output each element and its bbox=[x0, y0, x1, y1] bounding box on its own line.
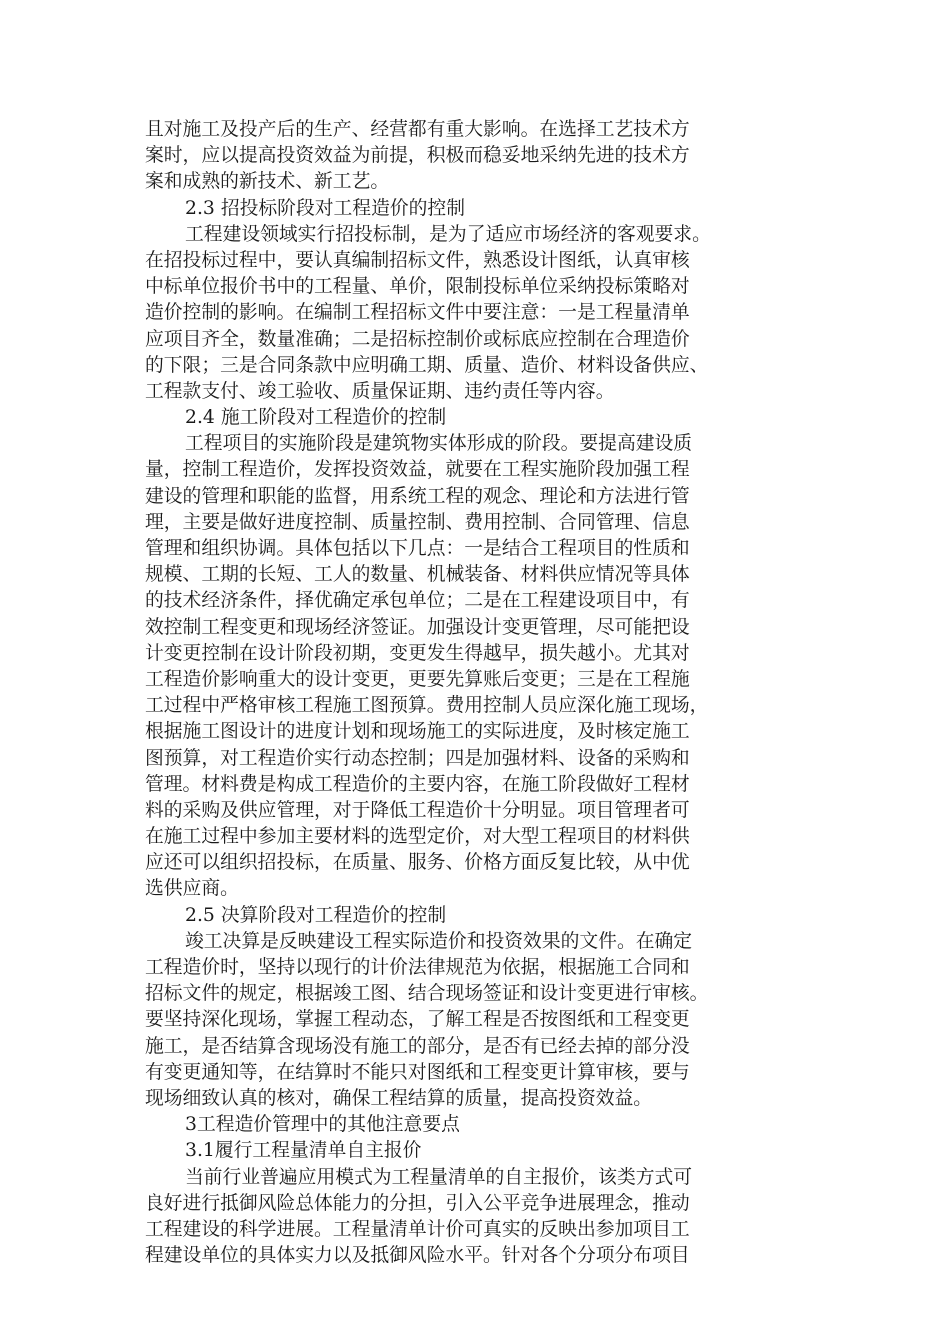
text-line: 管理和组织协调。具体包括以下几点：一是结合工程项目的性质和 bbox=[145, 538, 690, 559]
paragraph-start-line: 2.5 决算阶段对工程造价的控制 bbox=[185, 904, 447, 926]
paragraph-start-line: 2.3 招投标阶段对工程造价的控制 bbox=[185, 197, 465, 219]
text-line: 在招投标过程中，要认真编制招标文件，熟悉设计图纸，认真审核 bbox=[145, 249, 690, 271]
paragraph-start-line: 竣工决算是反映建设工程实际造价和投资效果的文件。在确定 bbox=[185, 930, 693, 952]
text-line: 量，控制工程造价，发挥投资效益，就要在工程实施阶段加强工程 bbox=[145, 459, 690, 481]
text-line: 建设的管理和职能的监督，用系统工程的观念、理论和方法进行管 bbox=[145, 485, 690, 507]
text-line: 要坚持深化现场，掌握工程动态，了解工程是否按图纸和工程变更 bbox=[145, 1009, 690, 1031]
text-line: 选供应商。 bbox=[145, 878, 239, 900]
paragraph-start-line: 工程建设领域实行招投标制，是为了适应市场经济的客观要求。 bbox=[185, 223, 711, 245]
text-line: 施工，是否结算含现场没有施工的部分，是否有已经去掉的部分没 bbox=[145, 1035, 690, 1057]
document-body bbox=[145, 117, 805, 1269]
text-line: 工过程中严格审核工程施工图预算。费用控制人员应深化施工现场， bbox=[145, 695, 709, 717]
text-line: 工程造价时，坚持以现行的计价法律规范为依据，根据施工合同和 bbox=[145, 957, 690, 978]
paragraph-start-line: 3工程造价管理中的其他注意要点 bbox=[185, 1114, 460, 1136]
paragraph-start-line: 工程项目的实施阶段是建筑物实体形成的阶段。要提高建设质 bbox=[185, 433, 693, 455]
paragraph-start-line: 3.1履行工程量清单自主报价 bbox=[185, 1140, 422, 1162]
text-line: 图预算，对工程造价实行动态控制；四是加强材料、设备的采购和 bbox=[145, 747, 690, 769]
text-line: 规模、工期的长短、工人的数量、机械装备、材料供应情况等具体 bbox=[145, 564, 690, 586]
text-line: 案时，应以提高投资效益为前提，积极而稳妥地采纳先进的技术方 bbox=[145, 145, 690, 167]
text-line: 计变更控制在设计阶段初期，变更发生得越早，损失越小。尤其对 bbox=[145, 642, 690, 664]
text-line: 的技术经济条件，择优确定承包单位；二是在工程建设项目中，有 bbox=[145, 590, 690, 612]
text-line: 造价控制的影响。在编制工程招标文件中要注意：一是工程量清单 bbox=[145, 302, 690, 324]
text-line: 程建设单位的具体实力以及抵御风险水平。针对各个分项分布项目 bbox=[145, 1245, 690, 1267]
paragraph-start-line: 2.4 施工阶段对工程造价的控制 bbox=[185, 407, 447, 429]
paragraph-start-line: 当前行业普遍应用模式为工程量清单的自主报价，该类方式可 bbox=[185, 1166, 693, 1188]
text-line: 在施工过程中参加主要材料的选型定价，对大型工程项目的材料供 bbox=[145, 826, 690, 848]
text-line: 案和成熟的新技术、新工艺。 bbox=[145, 171, 390, 193]
text-line: 应还可以组织招投标，在质量、服务、价格方面反复比较，从中优 bbox=[145, 852, 690, 874]
text-line: 根据施工图设计的进度计划和现场施工的实际进度，及时核定施工 bbox=[145, 721, 690, 743]
text-line: 工程款支付、竣工验收、质量保证期、违约责任等内容。 bbox=[145, 380, 615, 402]
text-line: 工程造价影响重大的设计变更，更要先算账后变更；三是在工程施 bbox=[145, 668, 690, 690]
text-line: 效控制工程变更和现场经济签证。加强设计变更管理，尽可能把设 bbox=[145, 616, 690, 638]
text-line: 招标文件的规定，根据竣工图、结合现场签证和设计变更进行审核。 bbox=[145, 983, 709, 1005]
text-line: 良好进行抵御风险总体能力的分担，引入公平竞争进展理念，推动 bbox=[145, 1192, 690, 1214]
text-line: 中标单位报价书中的工程量、单价，限制投标单位采纳投标策略对 bbox=[145, 276, 690, 298]
text-line: 且对施工及投产后的生产、经营都有重大影响。在选择工艺技术方 bbox=[145, 119, 690, 140]
text-line: 理，主要是做好进度控制、质量控制、费用控制、合同管理、信息 bbox=[145, 511, 690, 533]
text-line: 工程建设的科学进展。工程量清单计价可真实的反映出参加项目工 bbox=[145, 1218, 690, 1240]
text-line: 应项目齐全，数量准确；二是招标控制价或标底应控制在合理造价 bbox=[145, 328, 690, 350]
text-line: 的下限；三是合同条款中应明确工期、质量、造价、材料设备供应、 bbox=[145, 354, 709, 376]
text-line: 料的采购及供应管理，对于降低工程造价十分明显。项目管理者可 bbox=[145, 799, 690, 821]
text-line: 有变更通知等，在结算时不能只对图纸和工程变更计算审核，要与 bbox=[145, 1061, 690, 1083]
text-line: 现场细致认真的核对，确保工程结算的质量，提高投资效益。 bbox=[145, 1087, 653, 1109]
text-line: 管理。材料费是构成工程造价的主要内容，在施工阶段做好工程材 bbox=[145, 773, 690, 795]
